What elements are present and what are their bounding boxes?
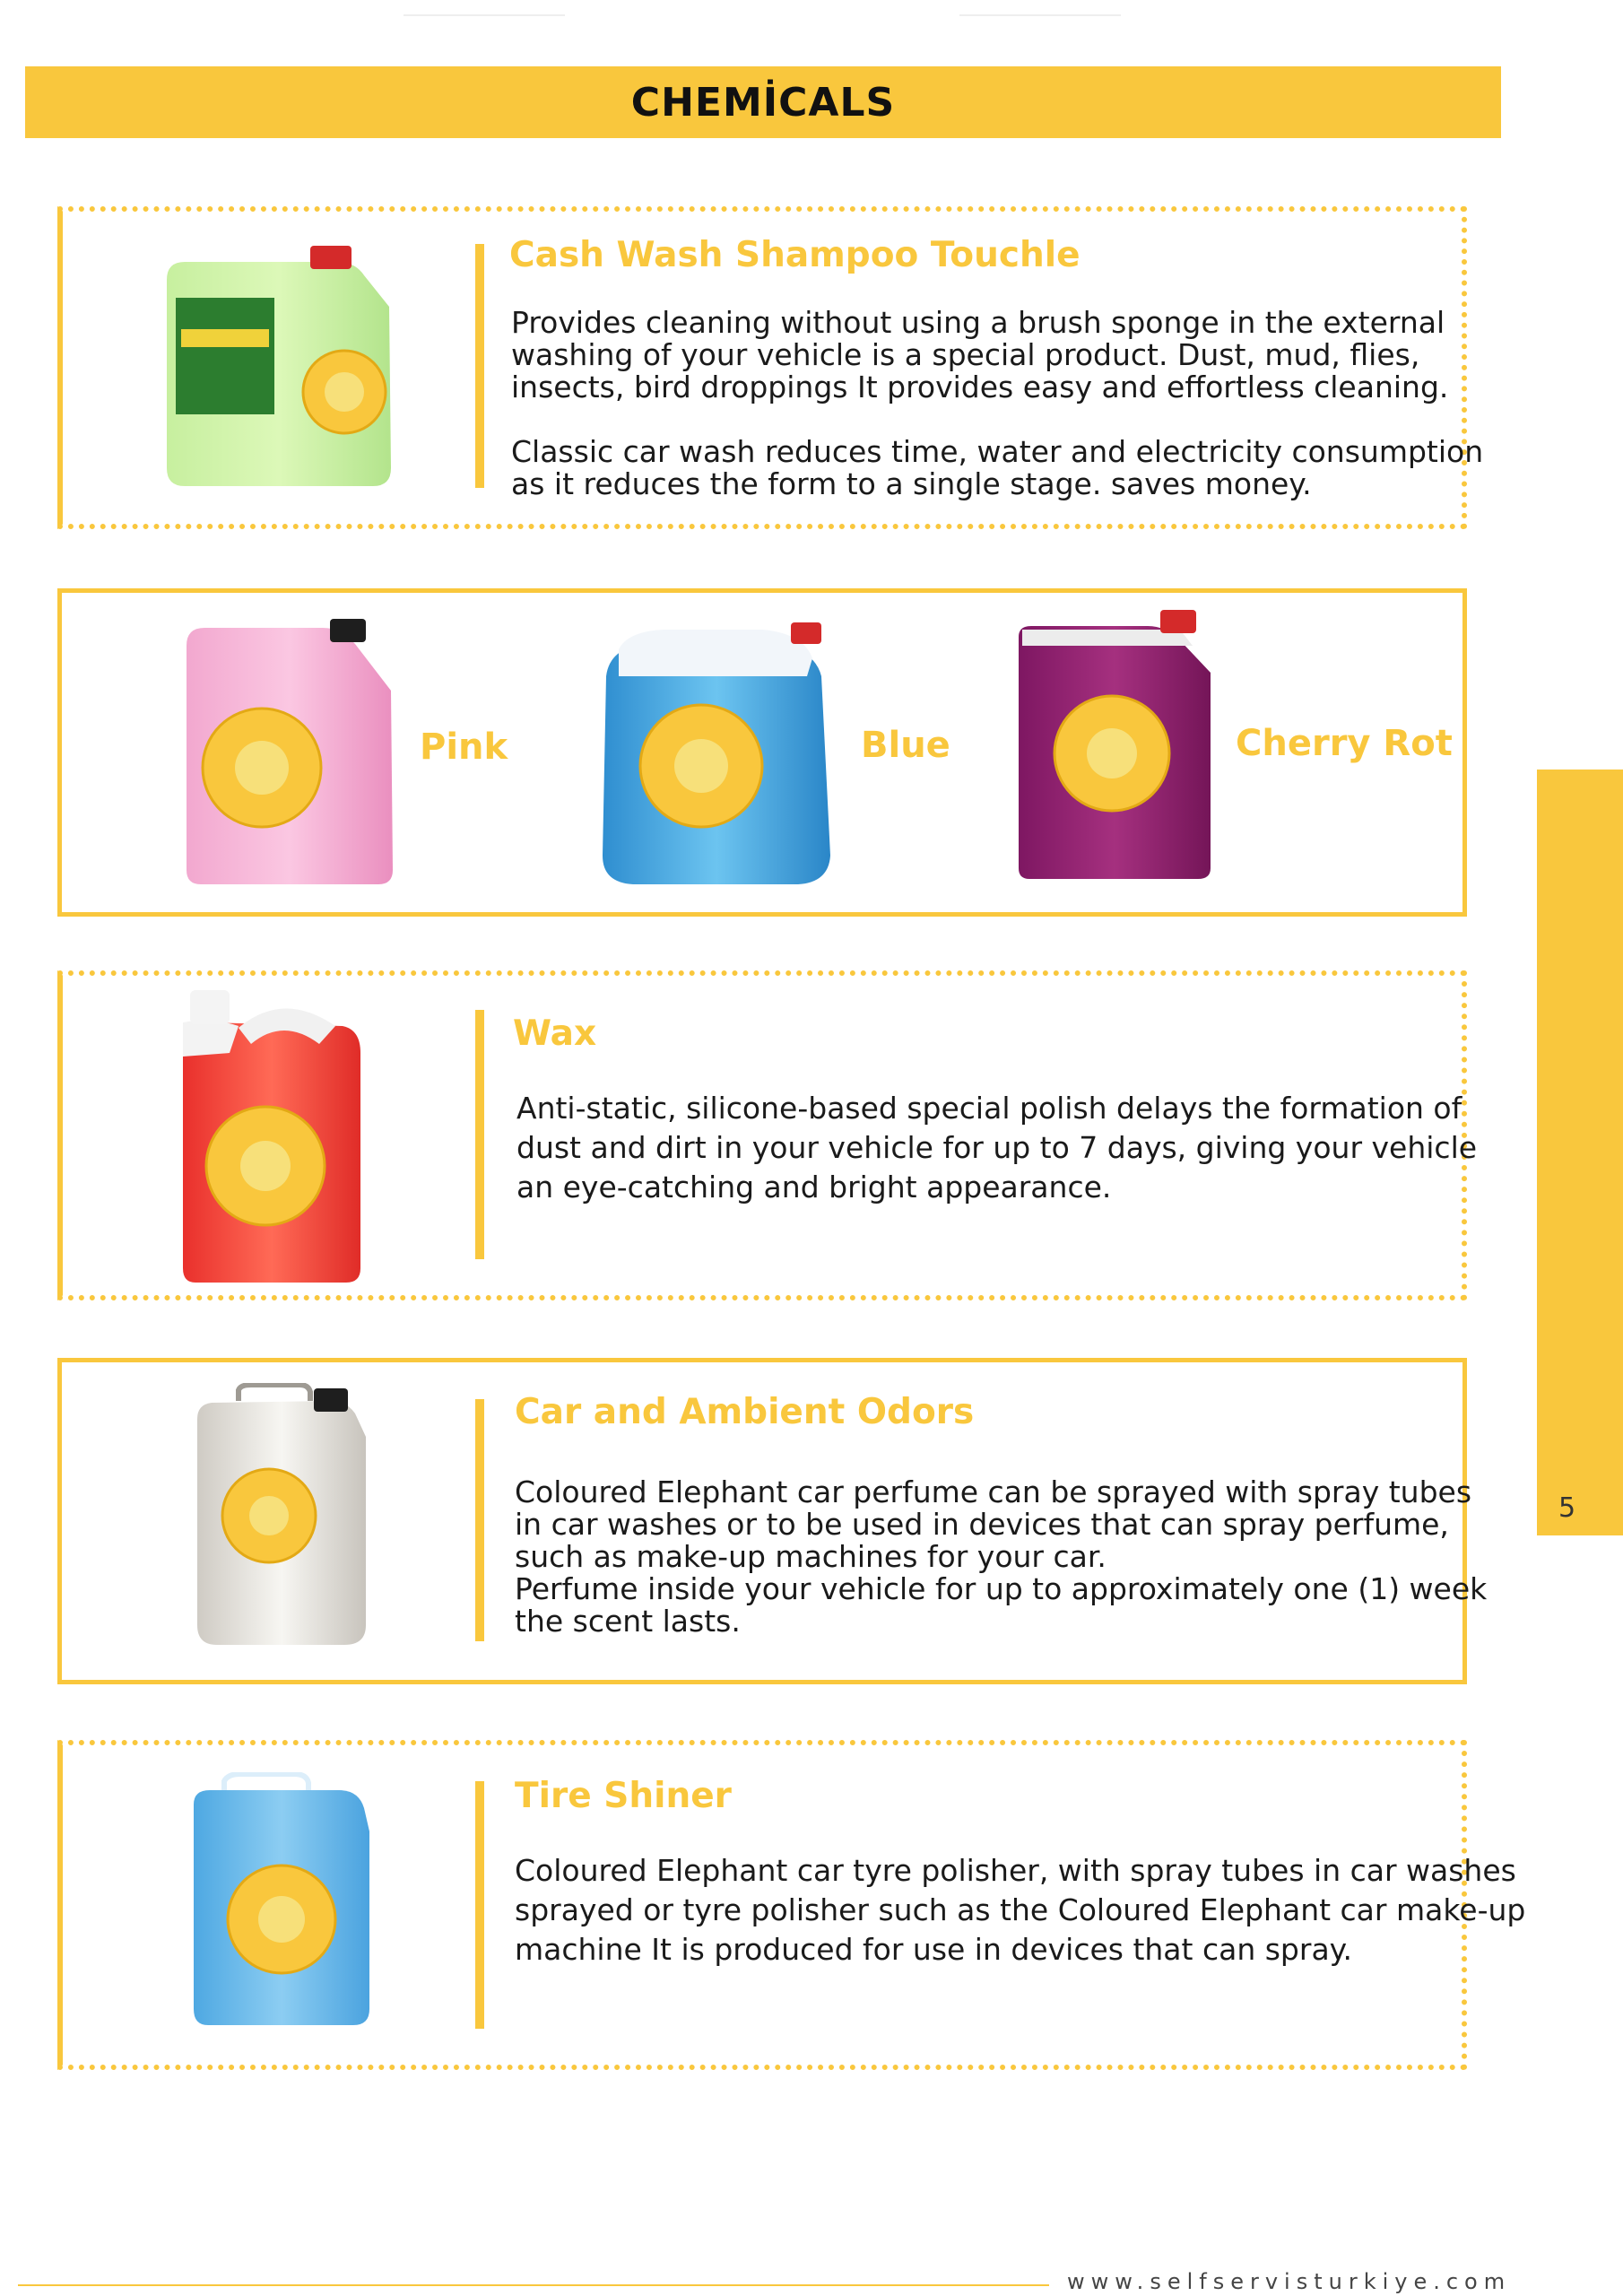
green-jerrycan-image bbox=[158, 244, 400, 495]
cherry-jerrycan-image bbox=[1013, 610, 1216, 881]
red-jerrycan-image bbox=[176, 990, 368, 1288]
accent-bar bbox=[475, 1399, 484, 1641]
product-title: Car and Ambient Odors bbox=[515, 1392, 975, 1432]
product-description: Coloured Elephant car perfume can be sprayed with spray tubes in car washes or to be used in devices that can spray perfume, such as make-up machines for your car. Perfume inside your vehicle for up to approximately one (1) week the scent lasts. bbox=[515, 1474, 1488, 1639]
accent-bar bbox=[475, 244, 484, 488]
variant-label-pink: Pink bbox=[420, 726, 508, 768]
page-title: CHEMİCALS bbox=[630, 79, 896, 126]
pink-jerrycan-image bbox=[179, 619, 398, 890]
product-description: Coloured Elephant car tyre polisher, with spray tubes in car washes sprayed or tyre polisher such as the Coloured Elephant car make-up machine It is produced for use in devices that can spray. bbox=[515, 1853, 1526, 1967]
product-description: Anti-static, silicone-based special polish delays the formation of dust and dirt in your vehicle for up to 7 days, giving your vehicle an eye-catching and bright appearance. bbox=[516, 1091, 1478, 1205]
accent-bar bbox=[475, 1781, 484, 2029]
product-title: Tire Shiner bbox=[515, 1776, 732, 1816]
blue-jerrycan-image bbox=[188, 1772, 377, 2029]
variant-label-blue: Blue bbox=[861, 725, 950, 766]
page-number: 5 bbox=[1558, 1492, 1576, 1524]
page-title-bar bbox=[25, 66, 1501, 138]
product-title: Wax bbox=[513, 1013, 597, 1054]
footer-website: www.selfservisturkiye.com bbox=[1067, 2269, 1512, 2294]
product-title: Cash Wash Shampoo Touchle bbox=[509, 235, 1081, 275]
product-description: Provides cleaning without using a brush sponge in the external washing of your vehicle is a special product. Dust, mud, flies, insects, bird droppings It provides easy and effortless cleaning. Classic car wash reduces time, water and electricity consumption as it reduces the form to a single stage. saves money. bbox=[511, 305, 1484, 501]
white-jerrycan-image bbox=[188, 1383, 373, 1650]
variant-label-cherry: Cherry Rot bbox=[1236, 723, 1453, 764]
side-tab bbox=[1537, 770, 1623, 1535]
accent-bar bbox=[475, 1010, 484, 1259]
top-decoration bbox=[0, 14, 1623, 18]
blue-jerrycan-image bbox=[592, 622, 841, 888]
footer-rule bbox=[18, 2284, 1049, 2286]
